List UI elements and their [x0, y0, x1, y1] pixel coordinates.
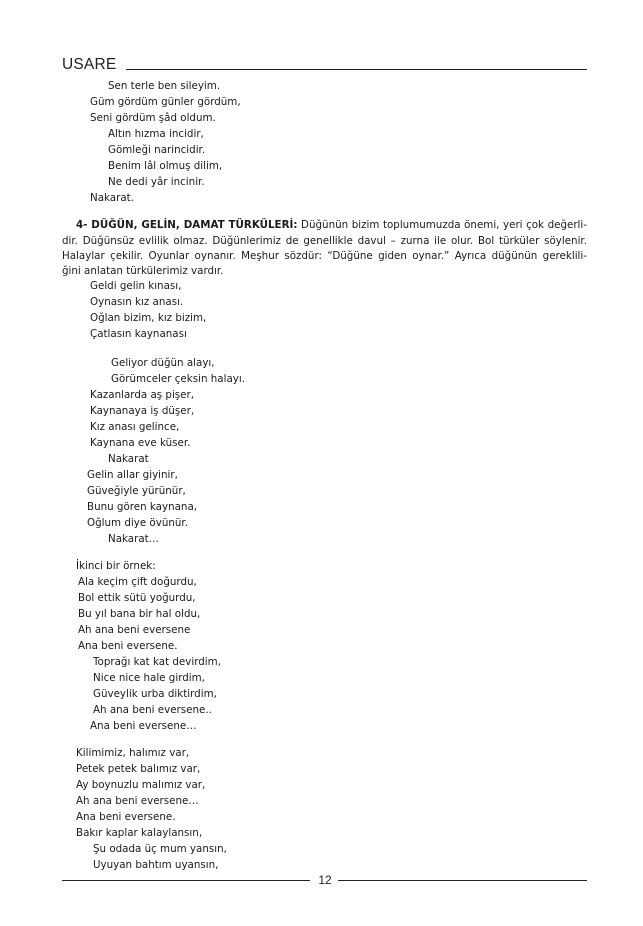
- verse-line: Ne dedi yâr incinir.: [108, 176, 205, 188]
- verse-line: Çatlasın kaynanası: [90, 328, 187, 340]
- verse-line: Altın hızma incidir,: [108, 128, 204, 140]
- verse-line: Güm gördüm günler gördüm,: [90, 96, 241, 108]
- verse-line: Bu yıl bana bir hal oldu,: [78, 608, 201, 620]
- footer-rule-left: [62, 880, 310, 881]
- verse-line: İkinci bir örnek:: [76, 560, 156, 572]
- section-text: Düğünün bizim toplumumuzda önemi, yeri çok değerli-: [301, 219, 587, 231]
- verse-line: Ay boynuzlu malımız var,: [76, 779, 206, 791]
- header-rule: [126, 69, 587, 70]
- verse-line: Nakarat.: [90, 192, 134, 204]
- page-header: [62, 57, 587, 73]
- verse-line: Görümceler çeksin halayı.: [111, 373, 245, 385]
- header-title: USARE: [62, 56, 117, 73]
- verse-line: Sen terle ben sileyim.: [108, 80, 221, 92]
- verse-line: Ala keçim çift doğurdu,: [78, 576, 197, 588]
- page-footer: [62, 873, 587, 887]
- verse-line: Nakarat: [108, 453, 149, 465]
- verse-line: Geliyor düğün alayı,: [111, 357, 215, 369]
- section-paragraph-line: dir. Düğünsüz evlilik olmaz. Düğünlerimiz de genellikle davul – zurna ile olur. Bol türküler söylenir.: [62, 235, 587, 247]
- verse-line: Bol ettik sütü yoğurdu,: [78, 592, 196, 604]
- verse-line: Geldi gelin kınası,: [90, 280, 182, 292]
- section-paragraph-line: [62, 219, 587, 232]
- verse-line: Güveğiyle yürünür,: [87, 485, 186, 497]
- verse-line: Şu odada üç mum yansın,: [93, 843, 227, 855]
- verse-line: Uyuyan bahtım uyansın,: [93, 859, 219, 871]
- verse-line: Kaynana eve küser.: [90, 437, 191, 449]
- verse-line: Ana beni eversene…: [90, 720, 197, 732]
- verse-line: Ana beni eversene.: [78, 640, 178, 652]
- verse-line: Seni gördüm şâd oldum.: [90, 112, 216, 124]
- section-paragraph-line: Halaylar çekilir. Oyunlar oynanır. Meşhur sözdür: “Düğüne giden oynar.” Ayrıca düğünün gereklili-: [62, 250, 587, 262]
- verse-line: Oynasın kız anası.: [90, 296, 184, 308]
- verse-line: Kız anası gelince,: [90, 421, 180, 433]
- verse-line: Nice nice hale girdim,: [93, 672, 205, 684]
- verse-line: Kazanlarda aş pişer,: [90, 389, 195, 401]
- verse-line: Ah ana beni eversene: [78, 624, 191, 636]
- verse-line: Petek petek balımız var,: [76, 763, 201, 775]
- page-number: 12: [318, 873, 332, 887]
- verse-line: Bunu gören kaynana,: [87, 501, 198, 513]
- verse-line: Kaynanaya iş düşer,: [90, 405, 195, 417]
- section-paragraph-line: ğini anlatan türkülerimiz vardır.: [62, 265, 224, 277]
- verse-line: Kilimimiz, halımız var,: [76, 747, 190, 759]
- verse-line: Toprağı kat kat devirdim,: [93, 656, 221, 668]
- verse-line: Gelin allar giyinir,: [87, 469, 178, 481]
- verse-line: Nakarat…: [108, 533, 159, 545]
- verse-line: Oğlan bizim, kız bizim,: [90, 312, 207, 324]
- verse-line: Ana beni eversene.: [76, 811, 176, 823]
- section-heading: 4- DÜĞÜN, GELİN, DAMAT TÜRKÜLERİ:: [76, 219, 298, 231]
- verse-line: Benim lâl olmuş dilim,: [108, 160, 223, 172]
- verse-line: Ah ana beni eversene…: [76, 795, 199, 807]
- footer-rule-right: [338, 880, 587, 881]
- verse-line: Gömleği narincidir.: [108, 144, 206, 156]
- verse-line: Güveylik urba diktirdim,: [93, 688, 217, 700]
- verse-line: Ah ana beni eversene..: [93, 704, 212, 716]
- verse-line: Oğlum diye övünür.: [87, 517, 188, 529]
- verse-line: Bakır kaplar kalaylansın,: [76, 827, 203, 839]
